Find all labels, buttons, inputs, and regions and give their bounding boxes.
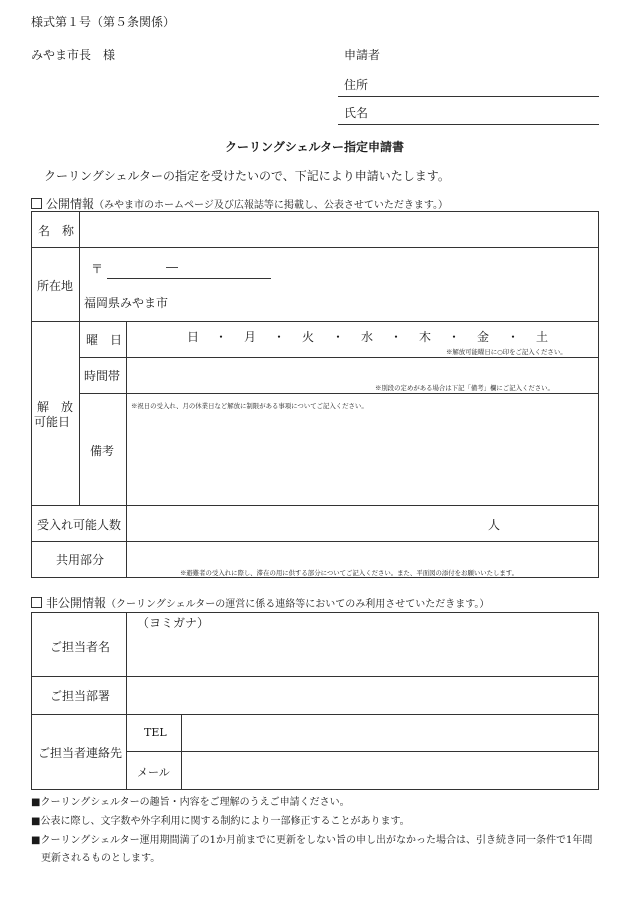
weekday-option[interactable]: 月 bbox=[244, 330, 257, 344]
weekday-option[interactable]: 水 bbox=[361, 330, 374, 344]
weekday-option[interactable]: 木 bbox=[419, 330, 432, 344]
weekday-separator: ・ bbox=[507, 330, 520, 344]
tel-field[interactable] bbox=[185, 718, 595, 748]
postal-code-field[interactable] bbox=[107, 258, 271, 278]
public-heading bbox=[31, 195, 448, 212]
note-1: ■クーリングシェルターの趣旨・内容をご理解のうえご申請ください。 bbox=[31, 797, 350, 808]
prefecture-text: 福岡県みやま市 bbox=[84, 296, 169, 310]
note-4: 更新されるものとします。 bbox=[31, 853, 161, 864]
remarks-note: ※祝日の受入れ、月の休業日など解放に制限がある事項についてご記入ください。 bbox=[131, 402, 368, 410]
shared-field[interactable] bbox=[129, 544, 595, 564]
contact-label: ご担当者連絡先 bbox=[38, 746, 123, 760]
private-heading-note: （クーリングシェルターの運営に係る連絡等においてのみ利用させていただきます。） bbox=[106, 599, 490, 610]
capacity-unit: 人 bbox=[488, 518, 501, 532]
remarks-field[interactable] bbox=[129, 412, 595, 502]
weekday-option[interactable]: 金 bbox=[477, 330, 490, 344]
hours-field[interactable] bbox=[129, 360, 595, 380]
public-heading-label: 公開情報 bbox=[46, 197, 95, 211]
weekday-separator: ・ bbox=[215, 330, 228, 344]
postal-mark: 〒 bbox=[91, 262, 104, 276]
form-number: 様式第１号（第５条関係） bbox=[31, 15, 176, 29]
page-title: クーリングシェルター指定申請書 bbox=[225, 140, 405, 154]
public-checkbox-icon bbox=[31, 198, 42, 209]
weekday-separator: ・ bbox=[390, 330, 403, 344]
private-heading-label: 非公開情報 bbox=[46, 596, 107, 610]
applicant-address-label: 住所 bbox=[344, 78, 369, 92]
weekday-separator: ・ bbox=[332, 330, 345, 344]
department-label: ご担当部署 bbox=[50, 689, 111, 703]
capacity-field[interactable] bbox=[129, 509, 479, 537]
note-2: ■公表に際し、文字数や外字利用に関する制約により一部修正することがあります。 bbox=[31, 816, 410, 827]
contact-name-field[interactable] bbox=[129, 632, 595, 672]
name-field[interactable] bbox=[82, 214, 596, 245]
weekday-label: 曜 日 bbox=[86, 333, 123, 347]
address-underline bbox=[338, 96, 599, 97]
private-heading bbox=[31, 594, 489, 611]
postal-dash: ― bbox=[166, 260, 178, 274]
intro-text: クーリングシェルターの指定を受けたいので、下記により申請いたします。 bbox=[44, 169, 450, 183]
weekday-option[interactable]: 火 bbox=[302, 330, 315, 344]
weekday-separator: ・ bbox=[448, 330, 461, 344]
applicant-name-label: 氏名 bbox=[344, 106, 369, 120]
open-days-label-1: 解 放 bbox=[37, 400, 74, 414]
tel-label: TEL bbox=[144, 726, 167, 739]
postal-underline bbox=[107, 278, 271, 279]
kana-label: （ヨミガナ） bbox=[137, 616, 210, 630]
capacity-label: 受入れ可能人数 bbox=[37, 518, 122, 532]
public-heading-note: （みやま市のホームページ及び広報誌等に掲載し、公表させていただきます。） bbox=[94, 200, 449, 211]
private-checkbox-icon bbox=[31, 597, 42, 608]
weekday-option[interactable]: 日 bbox=[187, 330, 200, 344]
name-underline bbox=[338, 124, 599, 125]
open-days-label-2: 可能日 bbox=[34, 415, 71, 429]
addressee: みやま市長 様 bbox=[31, 48, 116, 62]
shared-label: 共用部分 bbox=[56, 553, 105, 567]
remarks-label: 備考 bbox=[90, 444, 115, 458]
address-field[interactable] bbox=[170, 290, 590, 314]
weekday-note: ※解放可能曜日に○印をご記入ください。 bbox=[446, 348, 567, 356]
note-3: ■クーリングシェルター運用期間満了の1か月前までに更新をしない旨の申し出がなかった場合は、引き続き同一条件で1年間 bbox=[31, 835, 593, 846]
department-field[interactable] bbox=[129, 680, 595, 710]
shared-note: ※避難者の受入れに際し、滞在の用に供する部分についてご記入ください。また、平面図の添付をお願いいたします。 bbox=[180, 569, 519, 577]
contact-name-label: ご担当者名 bbox=[50, 640, 111, 654]
weekday-separator: ・ bbox=[273, 330, 286, 344]
mail-field[interactable] bbox=[185, 755, 595, 787]
weekday-options bbox=[127, 328, 599, 344]
name-label: 名 称 bbox=[38, 224, 75, 238]
hours-label: 時間帯 bbox=[84, 369, 121, 383]
location-label: 所在地 bbox=[37, 279, 74, 293]
weekday-option[interactable]: 土 bbox=[536, 330, 549, 344]
hours-note: ※別段の定めがある場合は下記「備考」欄にご記入ください。 bbox=[375, 384, 554, 392]
applicant-label: 申請者 bbox=[344, 48, 381, 62]
mail-label: メール bbox=[137, 766, 170, 779]
